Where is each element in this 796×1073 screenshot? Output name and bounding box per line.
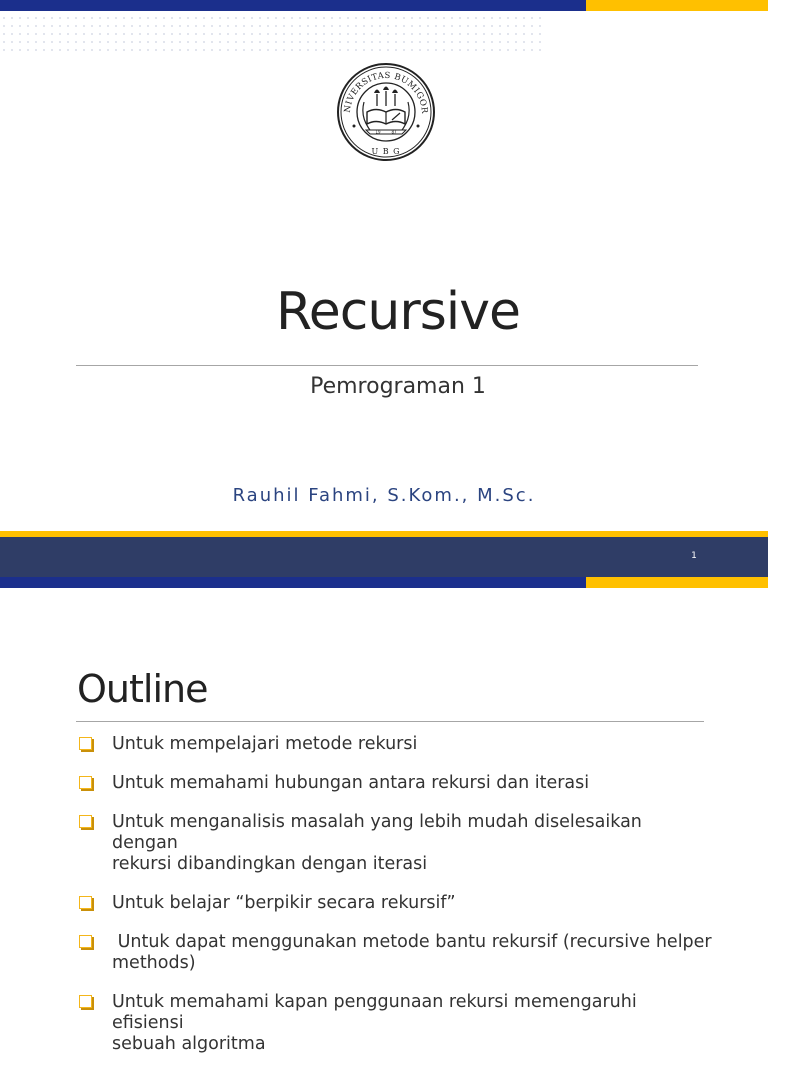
checkbox-bullet-icon: [79, 815, 92, 828]
checkbox-bullet-icon: [79, 776, 92, 789]
bullet-text-line-2: rekursi dibandingkan dengan iterasi: [112, 854, 428, 874]
bullet-item: [78, 932, 712, 974]
checkbox-bullet-icon: [79, 737, 92, 750]
bullet-text-line-1: Untuk memahami kapan penggunaan rekursi memengaruhi efisiensi: [112, 992, 637, 1033]
checkbox-bullet-icon: [79, 896, 92, 909]
svg-text:UNIVERSITAS BUMIGORA: NIVERSITAS BUMIGOR: [342, 70, 430, 115]
svg-text:19: 19: [375, 129, 381, 135]
bullet-item: [78, 812, 708, 875]
bottom-navy-bar: [0, 577, 586, 588]
bullet-text-line-2: methods): [112, 953, 196, 973]
dot-pattern: [0, 14, 545, 54]
page-number: 1: [691, 551, 697, 561]
title-divider: [76, 365, 698, 366]
bottom-yellow-bar: [586, 577, 768, 588]
author-name: Rauhil Fahmi, S.Kom., M.Sc.: [232, 485, 536, 506]
footer-band: [0, 537, 768, 577]
bullet-text-line-2: sebuah algoritma: [112, 1034, 266, 1054]
outline-title: Outline: [77, 667, 208, 711]
svg-text:U B G: U B G: [371, 147, 401, 156]
bullet-item: [78, 734, 708, 755]
university-seal-logo: [336, 62, 436, 162]
checkbox-bullet-icon: [79, 935, 92, 948]
bullet-text: Untuk memahami hubungan antara rekursi dan iterasi: [112, 773, 590, 793]
slide-title: Recursive: [275, 282, 521, 342]
svg-text:87: 87: [391, 129, 397, 135]
outline-divider: [76, 721, 704, 722]
bullet-text-line-1: Untuk dapat menggunakan metode bantu rekursif (recursive helper: [112, 932, 712, 952]
outline-slide: [0, 588, 768, 1054]
bullet-text-line-1: Untuk menganalisis masalah yang lebih mudah diselesaikan dengan: [112, 812, 642, 853]
slide-subtitle: Pemrograman 1: [310, 374, 486, 399]
bullet-item: [78, 893, 708, 914]
checkbox-bullet-icon: [79, 995, 92, 1008]
top-navy-bar: [0, 0, 586, 11]
bullet-item: [78, 992, 708, 1055]
top-yellow-bar: [586, 0, 768, 11]
outline-bullet-list: [78, 734, 712, 1073]
bullet-text: Untuk belajar “berpikir secara rekursif”: [112, 893, 456, 913]
bullet-item: [78, 773, 708, 794]
bullet-text: Untuk mempelajari metode rekursi: [112, 734, 418, 754]
